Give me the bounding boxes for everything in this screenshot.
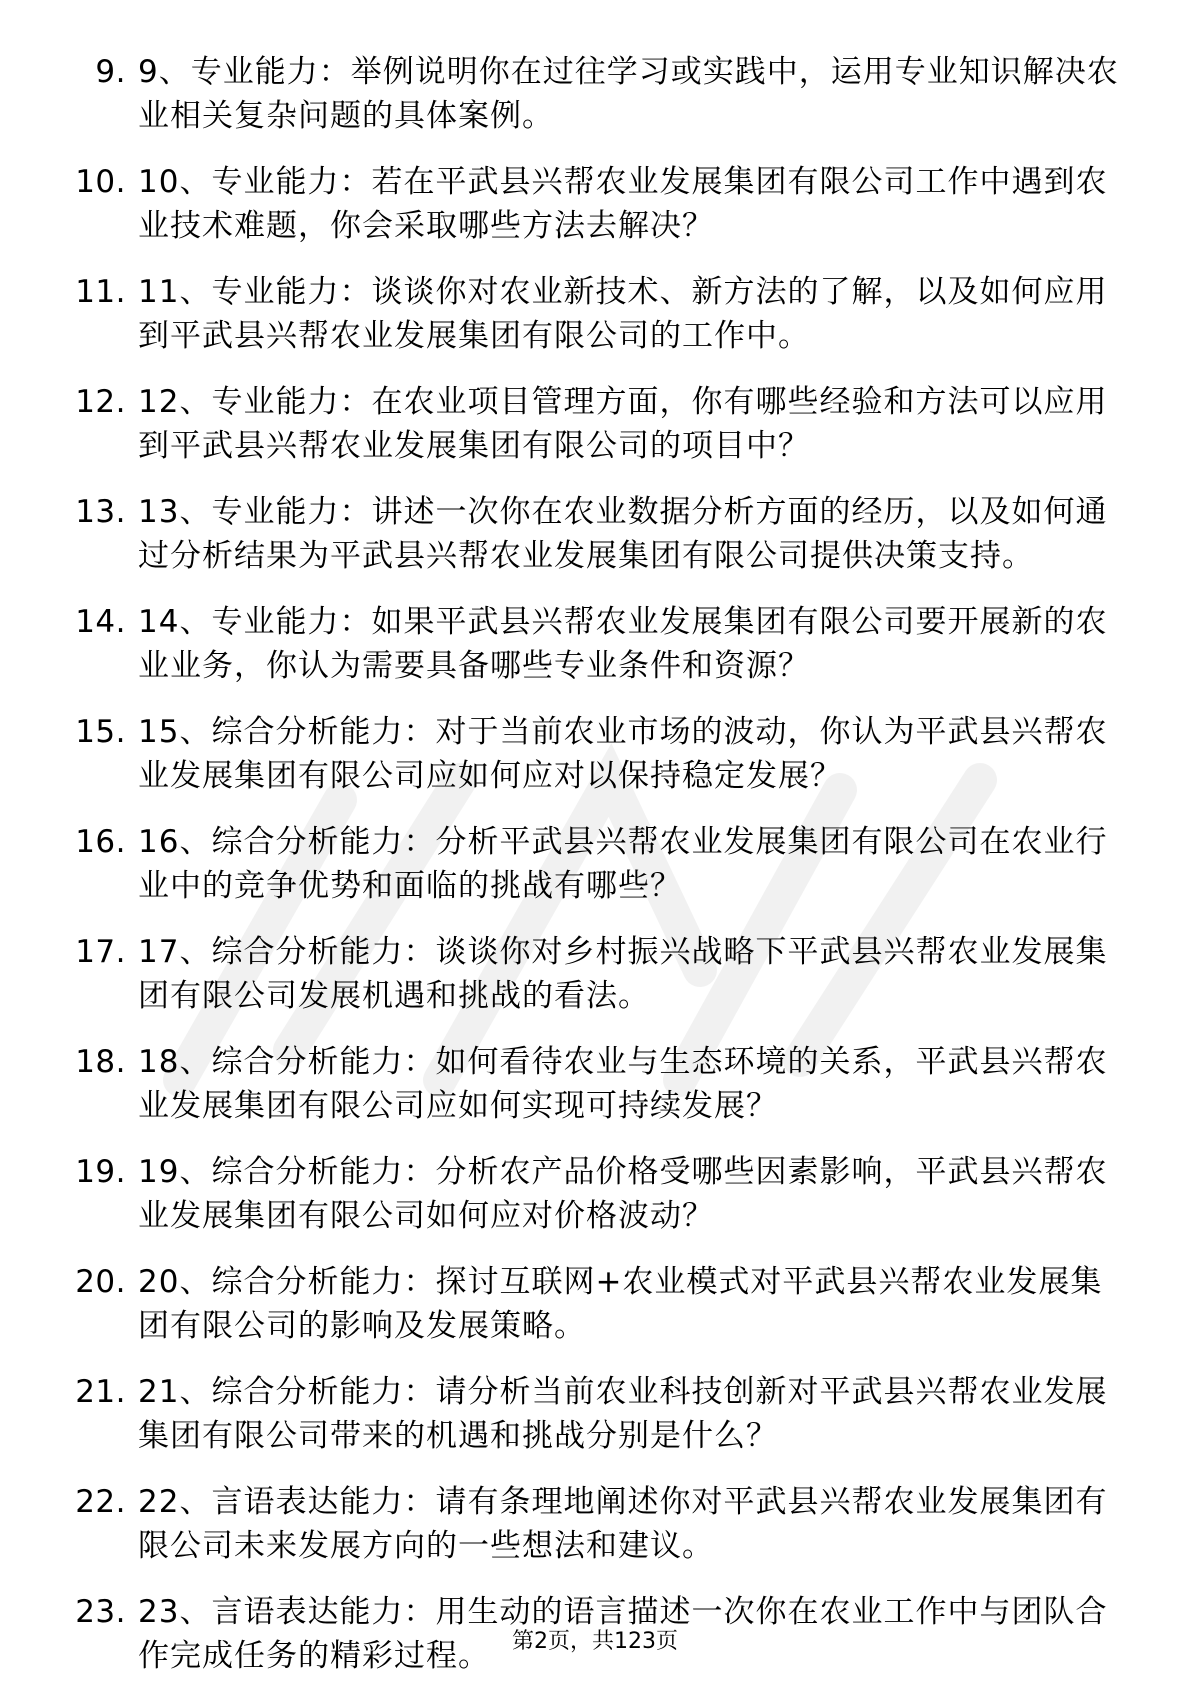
item-text: 15、综合分析能力：对于当前农业市场的波动，你认为平武县兴帮农业发展集团有限公司应如何应对以保持稳定发展？ [138,714,1108,794]
item-number: 17. [75,934,126,970]
item-number: 9. [95,54,126,90]
item-text: 17、综合分析能力：谈谈你对乡村振兴战略下平武县兴帮农业发展集团有限公司发展机遇和挑战的看法。 [138,934,1108,1014]
item-number: 20. [75,1264,126,1300]
item-text: 13、专业能力：讲述一次你在农业数据分析方面的经历，以及如何通过分析结果为平武县兴帮农业发展集团有限公司提供决策支持。 [138,494,1108,574]
list-item [60,490,1120,578]
list-item [60,50,1120,138]
item-text: 14、专业能力：如果平武县兴帮农业发展集团有限公司要开展新的农业业务，你认为需要具备哪些专业条件和资源？ [138,604,1108,684]
item-number: 14. [75,604,126,640]
list-item [60,380,1120,468]
item-number: 19. [75,1154,126,1190]
item-text: 23、言语表达能力：用生动的语言描述一次你在农业工作中与团队合作完成任务的精彩过程。 [138,1594,1108,1674]
list-item [60,710,1120,798]
list-item [60,160,1120,248]
item-text: 11、专业能力：谈谈你对农业新技术、新方法的了解，以及如何应用到平武县兴帮农业发展集团有限公司的工作中。 [138,274,1108,354]
item-text: 9、专业能力：举例说明你在过往学习或实践中，运用专业知识解决农业相关复杂问题的具体案例。 [138,54,1119,134]
item-number: 23. [75,1594,126,1630]
item-text: 20、综合分析能力：探讨互联网+农业模式对平武县兴帮农业发展集团有限公司的影响及发展策略。 [138,1264,1103,1344]
page-number: 第2页，共123页 [512,1629,678,1654]
item-number: 15. [75,714,126,750]
item-number: 11. [75,274,126,310]
list-item [60,1480,1120,1568]
list-item [60,270,1120,358]
item-number: 21. [75,1374,126,1410]
item-text: 22、言语表达能力：请有条理地阐述你对平武县兴帮农业发展集团有限公司未来发展方向的一些想法和建议。 [138,1484,1108,1564]
item-text: 18、综合分析能力：如何看待农业与生态环境的关系，平武县兴帮农业发展集团有限公司应如何实现可持续发展？ [138,1044,1108,1124]
item-text: 10、专业能力：若在平武县兴帮农业发展集团有限公司工作中遇到农业技术难题，你会采取哪些方法去解决？ [138,164,1108,244]
item-number: 22. [75,1484,126,1520]
list-item [60,1150,1120,1238]
item-number: 12. [75,384,126,420]
item-text: 16、综合分析能力：分析平武县兴帮农业发展集团有限公司在农业行业中的竞争优势和面临的挑战有哪些？ [138,824,1108,904]
item-number: 13. [75,494,126,530]
item-text: 12、专业能力：在农业项目管理方面，你有哪些经验和方法可以应用到平武县兴帮农业发展集团有限公司的项目中？ [138,384,1108,464]
list-item [60,820,1120,908]
list-item [60,1370,1120,1458]
list-item [60,930,1120,1018]
question-list [60,50,1120,1700]
item-number: 10. [75,164,126,200]
item-text: 19、综合分析能力：分析农产品价格受哪些因素影响，平武县兴帮农业发展集团有限公司如何应对价格波动？ [138,1154,1108,1234]
item-text: 21、综合分析能力：请分析当前农业科技创新对平武县兴帮农业发展集团有限公司带来的机遇和挑战分别是什么？ [138,1374,1108,1454]
list-item [60,1040,1120,1128]
list-item [60,600,1120,688]
item-number: 16. [75,824,126,860]
list-item [60,1260,1120,1348]
item-number: 18. [75,1044,126,1080]
